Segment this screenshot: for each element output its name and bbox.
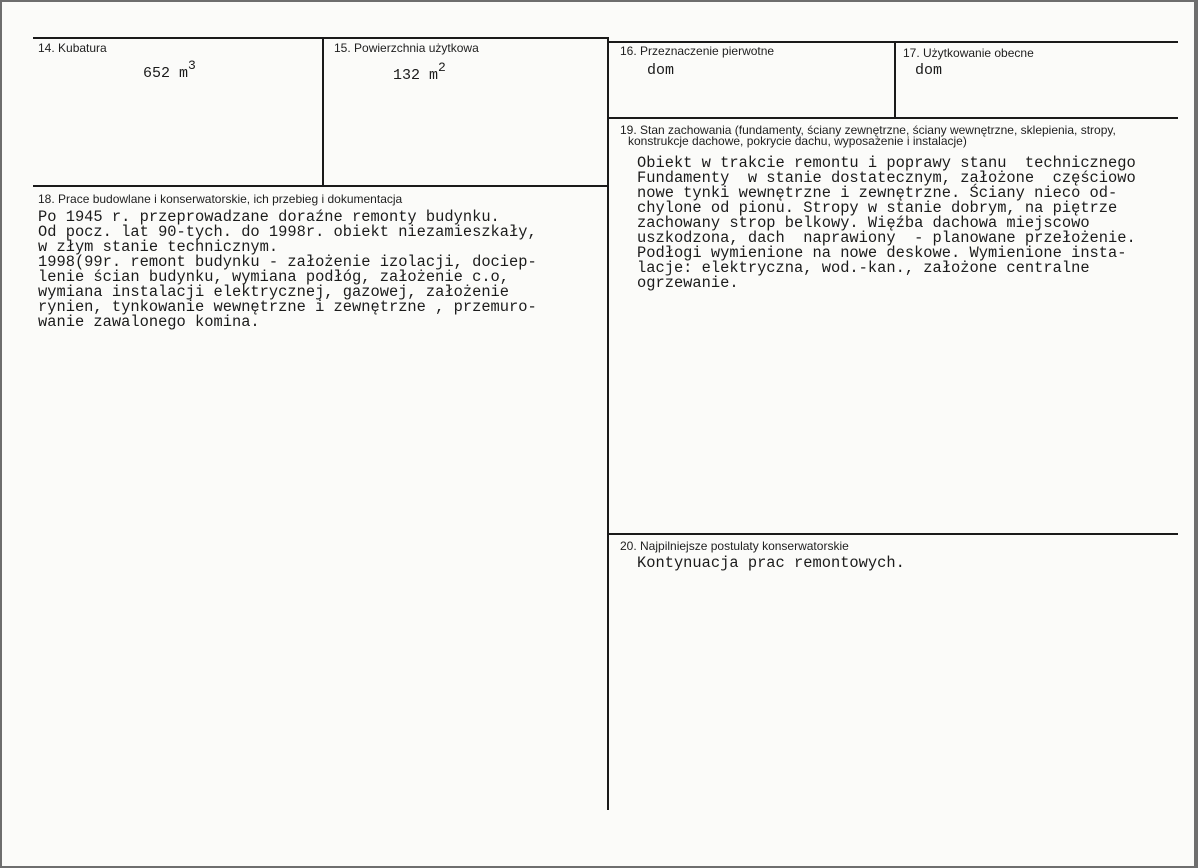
field-19-label-line: konstrukcje dachowe, pokrycie dachu, wyposażenie i instalacje) (628, 134, 967, 148)
field-19-text (637, 156, 1136, 291)
field-18-line: wymiana instalacji elektrycznej, gazowej, założenie (38, 283, 510, 301)
top-rule-right (608, 41, 1178, 43)
field-14-value-text: 652 m (143, 65, 189, 82)
field-15-unit-exponent: 2 (438, 60, 446, 75)
field-20-label: 20. Najpilniejsze postulaty konserwatorskie (620, 539, 849, 553)
divider-16-17 (894, 41, 896, 118)
field-19-line: chylone od pionu. Stropy w stanie dobrym, na piętrze (637, 199, 1118, 217)
rule-above-20 (608, 533, 1178, 535)
field-18-line: w złym stanie technicznym. (38, 238, 279, 256)
field-18-label: 18. Prace budowlane i konserwatorskie, ich przebieg i dokumentacja (38, 192, 403, 206)
field-19-line: uszkodzona, dach naprawiony - planowane przełożenie. (637, 229, 1136, 247)
field-15-value (393, 62, 446, 84)
field-14-unit-exponent: 3 (188, 58, 196, 73)
field-19-line: lacje: elektryczna, wod.-kan., założone centralne (637, 259, 1090, 277)
field-19-line: nowe tynki wewnętrzne i zewnętrzne. Ściany nieco od- (637, 184, 1118, 202)
field-18-line: wanie zawalonego komina. (38, 313, 260, 331)
field-16-label: 16. Przeznaczenie pierwotne (620, 44, 775, 58)
field-14-value (143, 60, 196, 82)
field-19-line: Podłogi wymienione na nowe deskowe. Wymienione insta- (637, 244, 1127, 262)
field-19-label-line: 19. Stan zachowania (fundamenty, ściany zewnętrzne, ściany wewnętrzne, sklepienia, stropy, (620, 123, 1116, 137)
field-19-line: Obiekt w trakcie remontu i poprawy stanu technicznego (637, 154, 1136, 172)
field-19-line: zachowany strop belkowy. Więźba dachowa miejscowo (637, 214, 1090, 232)
field-18-line: 1998(99r. remont budynku - założenie izolacji, dociep- (38, 253, 537, 271)
field-19-line: Fundamenty w stanie dostatecznym, założone częściowo (637, 169, 1136, 187)
field-18-text (38, 210, 537, 330)
rule-under-14-15 (33, 185, 608, 187)
field-18-line: Po 1945 r. przeprowadzane doraźne remonty budynku. (38, 208, 500, 226)
field-17-label: 17. Użytkowanie obecne (903, 46, 1034, 60)
top-rule-left (33, 37, 608, 39)
field-15-label: 15. Powierzchnia użytkowa (334, 41, 479, 55)
field-18-line: rynien, tynkowanie wewnętrzne i zewnętrzne , przemuro- (38, 298, 537, 316)
field-20-value: Kontynuacja prac remontowych. (637, 554, 905, 572)
field-14-label: 14. Kubatura (38, 41, 107, 55)
divider-14-15 (322, 37, 324, 185)
field-15-value-text: 132 m (393, 67, 439, 84)
field-18-line: lenie ścian budynku, wymiana podłóg, założenie c.o, (38, 268, 510, 286)
rule-under-16-17 (608, 117, 1178, 119)
center-divider (607, 37, 609, 810)
field-17-value: dom (915, 62, 943, 79)
field-19-line: ogrzewanie. (637, 274, 739, 292)
field-19-label (620, 125, 1116, 147)
field-18-line: Od pocz. lat 90-tych. do 1998r. obiekt niezamieszkały, (38, 223, 537, 241)
field-16-value: dom (647, 62, 675, 79)
